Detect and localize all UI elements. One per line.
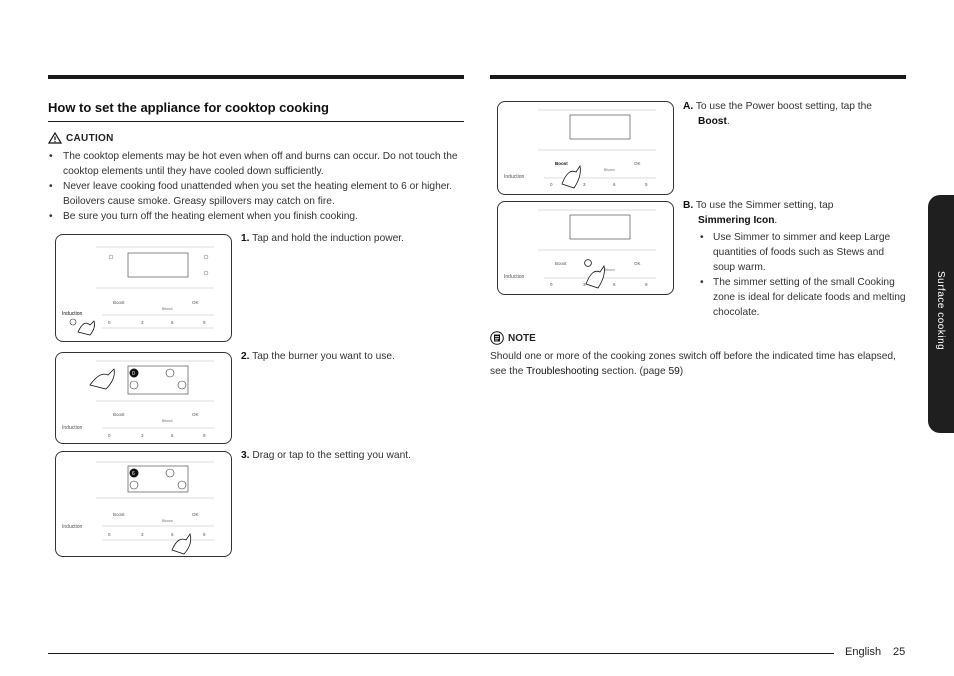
induction-label: Induction [62, 425, 83, 431]
cooktop-diagram [56, 452, 231, 556]
boost-label: Boost [113, 412, 125, 417]
scale-tick: 9 [645, 182, 648, 187]
induction-label: Induction [62, 524, 83, 530]
section-title: How to set the appliance for cooktop cooking [48, 100, 329, 115]
scale-tick: 3 [583, 282, 586, 287]
boost-label: Boost [555, 161, 568, 166]
simmer-item: • Use Simmer to simmer and keep Large quantities of foods such as Stews and soup warm. [698, 230, 908, 275]
page-ref-link[interactable]: 59 [668, 366, 680, 377]
scale-tick: 3 [141, 433, 144, 438]
footer-rule [48, 653, 834, 654]
troubleshooting-link[interactable]: Troubleshooting [526, 366, 599, 377]
cooktop-diagram [56, 353, 231, 443]
scale-tick: 0 [550, 182, 553, 187]
ok-label: OK [192, 512, 199, 517]
scale-tick: 9 [645, 282, 648, 287]
substep-label: B. [683, 200, 694, 211]
bitown-label: Bitown [604, 168, 615, 172]
substep-b [683, 198, 908, 320]
induction-label: Induction [504, 274, 525, 280]
scale-tick: 6 [613, 182, 616, 187]
scale-tick: 0 [108, 320, 111, 325]
scale-tick: 9 [203, 320, 206, 325]
substep-text: To use the Simmer setting, tap [695, 200, 834, 211]
cooktop-panel-step2 [55, 352, 232, 444]
scale-tick: 6 [171, 532, 174, 537]
substep-text: To use the Power boost setting, tap the [695, 101, 872, 112]
burner-setting-value: 6 [132, 471, 135, 477]
note-header [490, 331, 536, 345]
scale-tick: 3 [583, 182, 586, 187]
hand-pointer-icon [586, 266, 604, 288]
substep-end: . [726, 116, 730, 127]
scale-tick: 6 [171, 433, 174, 438]
scale-tick: 0 [108, 532, 111, 537]
scale-tick: 9 [203, 532, 206, 537]
warning-icon [48, 132, 62, 144]
ok-label: OK [634, 161, 641, 166]
bitown-label: Bitown [162, 307, 173, 311]
hand-pointer-icon [562, 166, 580, 188]
cooktop-panel-step3 [55, 451, 232, 557]
boost-label: Boost [555, 261, 567, 266]
simmering-term: Simmering Icon [698, 215, 775, 226]
cooktop-panel-boost [497, 101, 674, 195]
step-1 [241, 231, 404, 246]
top-rule-left [48, 75, 464, 79]
step-2 [241, 349, 395, 364]
bitown-label: Bitown [604, 268, 615, 272]
ok-label: OK [192, 412, 199, 417]
cooktop-diagram [56, 235, 231, 341]
substep-label: A. [683, 101, 694, 112]
boost-label: Boost [113, 512, 125, 517]
caution-item: • The cooktop elements may be hot even when off and burns can occur. Do not touch the cooktop elements until they have cooled down sufficiently. [48, 149, 464, 179]
substep-end: . [774, 215, 778, 226]
title-underline [48, 121, 464, 122]
side-tab-label: Surface cooking [935, 271, 946, 351]
caution-item: • Be sure you turn off the heating element when you finish cooking. [48, 209, 464, 224]
induction-label: Induction [504, 174, 525, 180]
step-3 [241, 448, 411, 463]
caution-label: CAUTION [66, 132, 114, 144]
scale-tick: 9 [203, 433, 206, 438]
step-text: Tap the burner you want to use. [252, 351, 395, 362]
step-text: Tap and hold the induction power. [252, 233, 404, 244]
scale-tick: 6 [171, 320, 174, 325]
step-number: 1. [241, 233, 250, 244]
top-rule-right [490, 75, 906, 79]
side-tab [928, 195, 954, 433]
hand-pointer-icon [78, 321, 95, 335]
note-body [490, 349, 908, 379]
footer-language: English [845, 646, 882, 658]
footer-page-number: 25 [893, 646, 906, 658]
substep-a [683, 99, 908, 129]
boost-label: Boost [113, 300, 125, 305]
scale-tick: 0 [550, 282, 553, 287]
simmer-item: • The simmer setting of the small Cooking zone is ideal for delicate foods and melting chocolate. [698, 275, 908, 320]
scale-tick: 6 [613, 282, 616, 287]
simmering-icon [585, 260, 592, 267]
note-icon [490, 331, 504, 345]
boost-term: Boost [698, 116, 727, 127]
scale-tick: 0 [108, 433, 111, 438]
step-number: 3. [241, 450, 250, 461]
note-text-end: ) [679, 366, 684, 377]
note-label: NOTE [508, 332, 536, 344]
bitown-label: Bitown [162, 519, 173, 523]
caution-item: • Never leave cooking food unattended when you set the heating element to 6 or higher. Boilovers cause smoke. Greasy spillovers may catch on fire. [48, 179, 464, 209]
caution-header [48, 132, 114, 144]
step-number: 2. [241, 351, 250, 362]
cooktop-diagram [498, 102, 673, 194]
bitown-label: Bitown [162, 419, 173, 423]
hand-pointer-icon [90, 369, 114, 389]
ok-label: OK [192, 300, 199, 305]
cooktop-diagram [498, 202, 673, 294]
scale-tick: 3 [141, 532, 144, 537]
step-text: Drag or tap to the setting you want. [252, 450, 411, 461]
ok-label: OK [634, 261, 641, 266]
cooktop-panel-step1 [55, 234, 232, 342]
simmer-list [698, 230, 908, 320]
cooktop-panel-simmer [497, 201, 674, 295]
power-icon [70, 319, 76, 325]
burner-selected-value: 0 [132, 371, 135, 377]
note-text-mid: section. (page [601, 366, 666, 377]
caution-list [48, 149, 464, 224]
note-text: Should one or more of the cooking zones switch off before the indicated time has elapsed, see the [490, 351, 896, 377]
scale-tick: 3 [141, 320, 144, 325]
hand-pointer-icon [172, 534, 191, 554]
induction-label: Induction [62, 311, 83, 317]
